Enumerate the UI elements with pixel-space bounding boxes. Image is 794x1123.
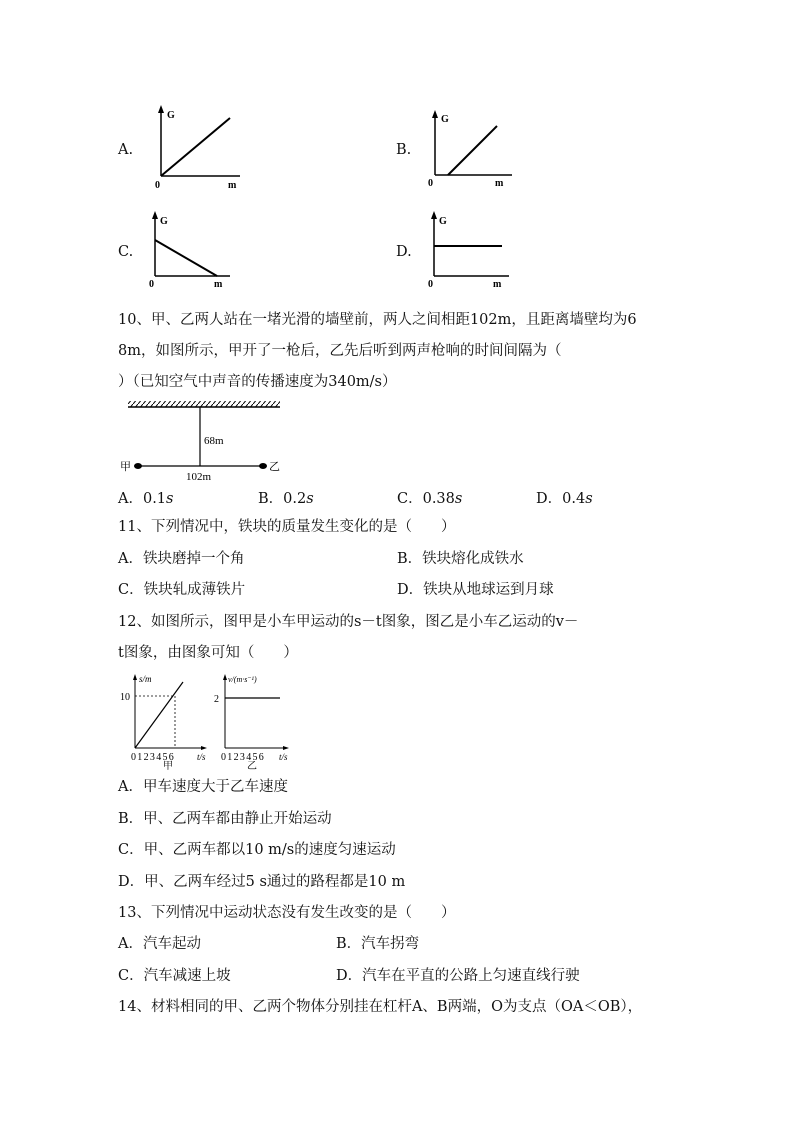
origin-label: 0	[149, 279, 154, 290]
origin-label: 0	[155, 180, 160, 191]
axis-g-label: G	[167, 110, 175, 121]
q11-option-c: C．铁块轧成薄铁片	[118, 582, 246, 598]
axis-g-label: G	[439, 216, 447, 227]
q10-option-a: A．0.1s	[118, 491, 174, 507]
q11-option-d: D．铁块从地球运到月球	[397, 582, 554, 598]
option-d-label: D.	[396, 244, 412, 260]
q10-option-b: B．0.2s	[258, 491, 314, 507]
q11-option-b: B．铁块熔化成铁水	[397, 551, 524, 567]
person-b-label: 乙	[269, 461, 280, 473]
svg-text:乙: 乙	[247, 761, 257, 770]
q10-stem-line1: 10、甲、乙两人站在一堵光滑的墙壁前，两人之间相距102m，且距离墙壁均为6	[118, 312, 637, 328]
wall-diagram	[118, 398, 293, 488]
q10-option-c: C．0.38s	[397, 491, 463, 507]
svg-text:0 1 2 3 4 5 6: 0 1 2 3 4 5 6	[131, 752, 174, 763]
person-a-label: 甲	[120, 461, 131, 473]
q14-stem: 14、材料相同的甲、乙两个物体分别挂在杠杆A、B两端，O为支点（OA＜OB），	[118, 999, 643, 1015]
axis-g-label: G	[441, 114, 449, 125]
q13-option-a: A．汽车起动	[118, 936, 201, 952]
q13-stem: 13、下列情况中运动状态没有发生改变的是（ ）	[118, 905, 456, 921]
origin-label: 0	[428, 279, 433, 290]
axis-m-label: m	[493, 279, 502, 290]
q12-option-a: A．甲车速度大于乙车速度	[118, 779, 288, 795]
svg-text:10: 10	[120, 692, 130, 703]
option-a-label: A.	[118, 142, 134, 158]
svg-text:t/s: t/s	[197, 752, 206, 762]
graph-option-a	[150, 100, 250, 192]
graph-yi	[214, 674, 289, 770]
svg-text:t/s: t/s	[279, 752, 288, 762]
q12-stem-line2: t图象，由图象可知（ ）	[118, 645, 298, 661]
q13-option-b: B．汽车拐弯	[336, 936, 420, 952]
q12-option-d: D．甲、乙两车经过5 s通过的路程都是10 m	[118, 874, 406, 890]
option-c-label: C.	[118, 244, 134, 260]
option-b-label: B.	[396, 142, 412, 158]
q12-stem-line1: 12、如图所示，图甲是小车甲运动的s－t图象，图乙是小车乙运动的v－	[118, 614, 579, 630]
axis-m-label: m	[228, 180, 237, 191]
graph-option-c	[145, 207, 245, 292]
q10-stem-line3: ）（已知空气中声音的传播速度为340m/s）	[118, 374, 397, 390]
wall-hatch	[128, 401, 280, 407]
svg-text:0 1 2 3 4 5 6: 0 1 2 3 4 5 6	[221, 752, 264, 763]
axis-g-label: G	[160, 216, 168, 227]
graph-option-d	[424, 207, 524, 292]
svg-text:甲: 甲	[163, 761, 173, 770]
q13-option-c: C．汽车减速上坡	[118, 968, 231, 984]
axis-m-label: m	[214, 279, 223, 290]
graph-jia	[120, 674, 207, 770]
q12-option-c: C．甲、乙两车都以10 m/s的速度匀速运动	[118, 842, 396, 858]
graph-option-b	[424, 105, 524, 190]
svg-text:2: 2	[214, 694, 219, 705]
q10-stem-line2: 8m，如图所示，甲开了一枪后，乙先后听到两声枪响的时间间隔为（	[118, 343, 562, 359]
axis-m-label: m	[495, 178, 504, 189]
svg-text:v/(m·s⁻¹): v/(m·s⁻¹)	[228, 675, 257, 684]
q12-option-b: B．甲、乙两车都由静止开始运动	[118, 811, 332, 827]
q10-option-d: D．0.4s	[536, 491, 593, 507]
q11-option-a: A．铁块磨掉一个角	[118, 551, 245, 567]
origin-label: 0	[428, 178, 433, 189]
distance-wall-label: 68m	[204, 435, 224, 447]
person-b-dot	[259, 463, 267, 469]
svg-text:s/m: s/m	[139, 674, 152, 684]
q12-graphs	[115, 670, 295, 770]
q13-option-d: D．汽车在平直的公路上匀速直线行驶	[336, 968, 580, 984]
distance-between-label: 102m	[186, 471, 212, 483]
s-t-line	[135, 682, 183, 748]
q11-stem: 11、下列情况中，铁块的质量发生变化的是（ ）	[118, 519, 456, 535]
person-a-dot	[134, 463, 142, 469]
